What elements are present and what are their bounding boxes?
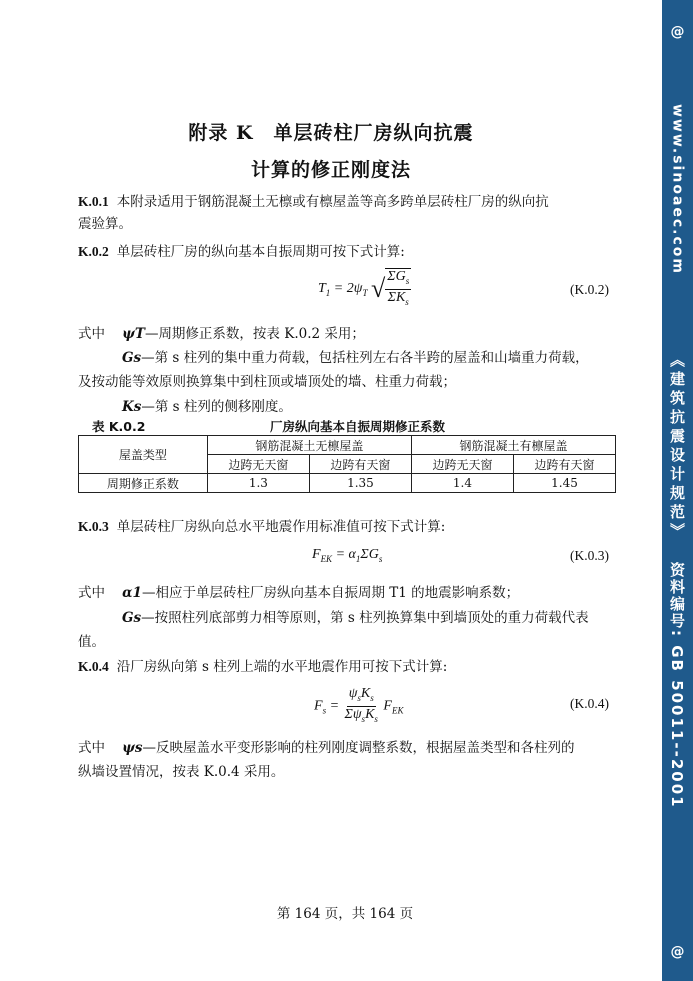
appendix-title: 附录 K 单层砖柱厂房纵向抗震 [188,122,474,144]
appendix-subtitle: 计算的修正刚度法 [250,159,411,181]
formula-k02: $T_1 = 2\psi_T$ √ $\frac{\Sigma G_s}{\Sigma K_s}$ [318,268,411,310]
symbol-psi-s: ψs [122,740,143,756]
formula-k04: $F_s$ = $\frac{\psi_sK_s}{\Sigma\psi_sK_s}$ $F_{EK}$ [314,686,404,724]
clause-number: K.0.2 [78,244,109,259]
table-subheader: 边跨有天窗 [513,455,615,474]
where-k03-alpha: 式中 α1—相应于单层砖柱厂房纵向基本自振周期 T1 的地震影响系数； [78,585,520,601]
document-number: 资料编号: GB 50011--2001 [668,562,686,809]
at-icon: @ [670,944,685,960]
symbol-psi-t: ψT [122,326,145,342]
clause-text: 单层砖柱厂房纵向总水平地震作用标准值可按下式计算: [116,519,446,535]
clause-text: 本附录适用于钢筋混凝土无檩或有檩屋盖等高多跨单层砖柱厂房的纵向抗 [116,194,549,210]
clause-number: K.0.4 [78,659,109,674]
website-link[interactable]: www.sinoaec.com [669,104,686,276]
where-k02-gs-cont: 及按动能等效原则换算集中到柱顶或墙顶处的墙、柱重力荷载； [78,374,456,390]
clause-number: K.0.1 [78,194,109,209]
table-subheader: 边跨无天窗 [207,455,309,474]
symbol-gs: Gs [122,610,142,626]
at-icon: @ [670,24,685,40]
clause-text: 单层砖柱厂房的纵向基本自振周期可按下式计算: [116,244,405,260]
where-k04-psi: 式中 ψs—反映屋盖水平变形影响的柱列刚度调整系数，根据屋盖类型和各柱列的 [78,740,575,756]
where-k02-psi: 式中 ψT—周期修正系数，按表 K.0.2 采用； [78,326,365,342]
equation-number: (K.0.3) [570,548,609,563]
where-k02-ks: Ks—第 s 柱列的侧移刚度。 [122,399,292,415]
table-row-label: 周期修正系数 [79,474,208,493]
table-subheader: 边跨无天窗 [411,455,513,474]
page-footer: 第 164 页，共 164 页 [276,906,414,922]
period-coefficient-table [78,435,616,493]
table-cell: 1.35 [309,474,411,493]
table-cell: 1.4 [411,474,513,493]
table-caption-title: 厂房纵向基本自振周期修正系数 [270,419,446,434]
table-caption-number: 表 K.0.2 [92,419,146,434]
symbol-alpha1: α1 [122,585,142,601]
sidebar-banner [662,0,693,981]
formula-k03: $F_{EK} = \alpha_1\Sigma G_s$ [312,547,383,564]
clause-k01 [78,191,616,235]
where-k03-gs: Gs—按照柱列底部剪力相等原则，第 s 柱列换算集中到墙顶处的重力荷载代表 [122,610,589,626]
equation-number: (K.0.4) [570,696,609,711]
where-k03-gs-cont: 值。 [78,634,105,650]
where-k04-psi-cont: 纵墙设置情况，按表 K.0.4 采用。 [78,764,285,780]
table-subheader: 边跨有天窗 [309,455,411,474]
clause-text-cont: 震验算。 [78,216,132,232]
table-cell: 1.3 [207,474,309,493]
table-header-cell: 屋盖类型 [79,436,208,474]
table-row [79,474,616,493]
clause-number: K.0.3 [78,519,109,534]
table-row [79,436,616,455]
table-cell: 1.45 [513,474,615,493]
book-title: 《建筑抗震设计规范》 [668,352,686,542]
clause-k04 [78,656,616,678]
clause-text: 沿厂房纵向第 s 柱列上端的水平地震作用可按下式计算: [116,659,448,675]
clause-k02 [78,241,616,263]
symbol-gs: Gs [122,350,142,366]
symbol-ks: Ks [122,399,142,415]
where-k02-gs: Gs—第 s 柱列的集中重力荷载，包括柱列左右各半跨的屋盖和山墙重力荷载， [122,350,589,366]
table-group-header: 钢筋混凝土无檩屋盖 [207,436,411,455]
clause-k03 [78,516,616,538]
table-group-header: 钢筋混凝土有檩屋盖 [411,436,615,455]
equation-number: (K.0.2) [570,282,609,297]
